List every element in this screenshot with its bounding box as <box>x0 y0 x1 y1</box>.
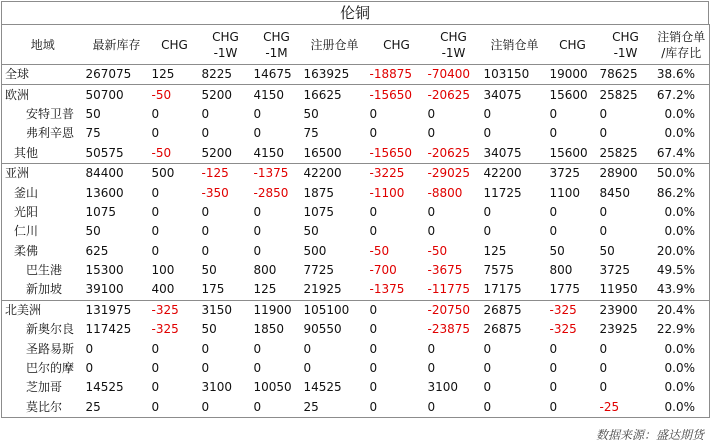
table-row <box>2 320 710 339</box>
value-cell: 125 <box>253 282 277 297</box>
value-cell: 25 <box>84 398 150 418</box>
value-cell: 0 <box>549 204 558 219</box>
value-cell: 28900 <box>598 163 654 183</box>
value-cell: 0 <box>253 361 262 376</box>
value-cell: -18875 <box>368 65 426 85</box>
ratio-cell: 0.0% <box>654 222 710 241</box>
value-cell: -8800 <box>427 185 463 200</box>
value-cell: 0 <box>482 398 548 418</box>
value-cell: 16500 <box>303 145 342 160</box>
value-cell: -15650 <box>369 145 413 160</box>
value-cell: -50 <box>151 145 172 160</box>
ratio-cell: 67.4% <box>654 144 710 164</box>
region-name-cell: 欧洲 <box>2 85 84 105</box>
value-cell: 0 <box>369 106 378 121</box>
value-cell: 50 <box>85 224 101 239</box>
value-cell: 0 <box>151 243 160 258</box>
value-cell: 0 <box>253 224 262 239</box>
value-cell: 0 <box>483 361 492 376</box>
value-cell: 50 <box>303 106 319 121</box>
value-cell: 0 <box>549 224 558 239</box>
value-cell: -700 <box>369 263 397 278</box>
region-name-cell: 巴生港 <box>2 261 84 280</box>
value-cell: 50 <box>303 224 319 239</box>
value-cell: 14525 <box>303 380 342 395</box>
value-cell: 400 <box>151 282 175 297</box>
table-row <box>2 65 710 85</box>
value-cell: 0 <box>151 224 160 239</box>
value-cell: 0 <box>599 106 608 121</box>
table-row <box>2 124 710 143</box>
value-cell: 0 <box>599 204 608 219</box>
column-header: 最新库存 <box>84 25 150 65</box>
ratio-cell: 22.9% <box>654 320 710 339</box>
table-row <box>2 280 710 300</box>
value-cell: 0 <box>483 224 492 239</box>
ratio-cell: 0.0% <box>654 339 710 358</box>
value-cell: 0 <box>483 204 492 219</box>
value-cell: 3725 <box>548 163 598 183</box>
ratio-cell: 0.0% <box>654 378 710 397</box>
value-cell: 0 <box>303 361 312 376</box>
value-cell: 0 <box>151 380 160 395</box>
region-name-cell: 全球 <box>2 65 84 85</box>
region-name-cell: 北美洲 <box>2 300 84 320</box>
value-cell: 0 <box>253 126 262 141</box>
value-cell: 50 <box>201 322 217 337</box>
value-cell: 0 <box>151 204 160 219</box>
value-cell: 21925 <box>303 282 342 297</box>
value-cell: 0 <box>85 341 94 356</box>
lme-copper-table-panel <box>1 1 709 418</box>
value-cell: -325 <box>150 300 200 320</box>
value-cell: 0 <box>549 126 558 141</box>
value-cell: 0 <box>369 204 378 219</box>
value-cell: 14525 <box>85 380 124 395</box>
ratio-cell: 20.4% <box>654 300 710 320</box>
value-cell: 0 <box>426 398 482 418</box>
ratio-cell: 86.2% <box>654 183 710 202</box>
value-cell: 0 <box>150 398 200 418</box>
value-cell: 0 <box>369 126 378 141</box>
region-name-cell: 仁川 <box>2 222 84 241</box>
ratio-cell: 20.0% <box>654 242 710 261</box>
value-cell: 0 <box>201 224 210 239</box>
value-cell: 42200 <box>302 163 368 183</box>
value-cell: 625 <box>85 243 109 258</box>
value-cell: -20625 <box>427 145 471 160</box>
value-cell: 0 <box>369 224 378 239</box>
value-cell: 1075 <box>303 204 335 219</box>
value-cell: 0 <box>201 126 210 141</box>
value-cell: 0 <box>369 322 378 337</box>
value-cell: 50 <box>599 243 615 258</box>
table-row <box>2 203 710 222</box>
value-cell: 0 <box>201 341 210 356</box>
value-cell: -3675 <box>427 263 463 278</box>
region-name-cell: 安特卫普 <box>2 105 84 124</box>
value-cell: 1850 <box>253 322 285 337</box>
value-cell: 163925 <box>302 65 368 85</box>
column-header: CHG <box>548 25 598 65</box>
table-row <box>2 378 710 397</box>
value-cell: 103150 <box>482 65 548 85</box>
column-header: 注销仓单 /库存比 <box>654 25 710 65</box>
value-cell: -50 <box>369 243 390 258</box>
value-cell: 78625 <box>598 65 654 85</box>
value-cell: 0 <box>201 361 210 376</box>
value-cell: -1375 <box>252 163 302 183</box>
value-cell: -350 <box>201 185 229 200</box>
value-cell: 0 <box>427 361 436 376</box>
value-cell: -1375 <box>369 282 405 297</box>
value-cell: 13600 <box>85 185 124 200</box>
value-cell: 26875 <box>483 322 522 337</box>
column-header: CHG -1W <box>598 25 654 65</box>
table-row <box>2 339 710 358</box>
value-cell: 0 <box>599 126 608 141</box>
region-name-cell: 釜山 <box>2 183 84 202</box>
value-cell: 500 <box>150 163 200 183</box>
value-cell: -50 <box>427 243 448 258</box>
column-header: 地域 <box>2 25 84 65</box>
value-cell: 0 <box>548 398 598 418</box>
value-cell: 0 <box>201 243 210 258</box>
value-cell: 0 <box>549 341 558 356</box>
value-cell: 14675 <box>252 65 302 85</box>
value-cell: 0 <box>549 380 558 395</box>
value-cell: 0 <box>427 106 436 121</box>
value-cell: 75 <box>85 126 101 141</box>
ratio-cell: 0.0% <box>654 203 710 222</box>
value-cell: 15300 <box>85 263 124 278</box>
value-cell: 3725 <box>599 263 631 278</box>
value-cell: -23875 <box>427 322 471 337</box>
table-row <box>2 183 710 202</box>
region-name-cell: 莫比尔 <box>2 398 84 418</box>
value-cell: 0 <box>599 380 608 395</box>
ratio-cell: 0.0% <box>654 124 710 143</box>
value-cell: 11900 <box>252 300 302 320</box>
region-name-cell: 新奥尔良 <box>2 320 84 339</box>
column-header: 注册仓单 <box>302 25 368 65</box>
value-cell: 8450 <box>599 185 631 200</box>
value-cell: -325 <box>548 300 598 320</box>
value-cell: 1775 <box>549 282 581 297</box>
value-cell: 0 <box>427 204 436 219</box>
value-cell: 25825 <box>598 85 654 105</box>
ratio-cell: 38.6% <box>654 65 710 85</box>
value-cell: 90550 <box>303 322 342 337</box>
value-cell: 25825 <box>599 145 638 160</box>
value-cell: 34075 <box>483 145 522 160</box>
value-cell: 25 <box>302 398 368 418</box>
column-header: 注销仓单 <box>482 25 548 65</box>
value-cell: 0 <box>599 224 608 239</box>
value-cell: 3150 <box>200 300 252 320</box>
table-title: 伦铜 <box>1 1 709 24</box>
value-cell: 19000 <box>548 65 598 85</box>
ratio-cell: 0.0% <box>654 105 710 124</box>
value-cell: 0 <box>483 380 492 395</box>
value-cell: 0 <box>427 126 436 141</box>
value-cell: 3100 <box>427 380 459 395</box>
value-cell: 7575 <box>483 263 515 278</box>
region-name-cell: 其他 <box>2 144 84 164</box>
value-cell: 84400 <box>84 163 150 183</box>
table-body <box>2 65 710 418</box>
value-cell: 0 <box>151 126 160 141</box>
value-cell: 39100 <box>85 282 124 297</box>
ratio-cell: 50.0% <box>654 163 710 183</box>
table-row <box>2 222 710 241</box>
value-cell: 0 <box>599 361 608 376</box>
value-cell: 15600 <box>548 85 598 105</box>
region-name-cell: 芝加哥 <box>2 378 84 397</box>
table-row <box>2 105 710 124</box>
ratio-cell: 49.5% <box>654 261 710 280</box>
value-cell: 11725 <box>483 185 522 200</box>
table-row <box>2 359 710 378</box>
value-cell: 0 <box>303 341 312 356</box>
column-header: CHG -1W <box>200 25 252 65</box>
value-cell: 0 <box>151 106 160 121</box>
value-cell: 15600 <box>549 145 588 160</box>
value-cell: 75 <box>303 126 319 141</box>
value-cell: 0 <box>253 243 262 258</box>
column-header: CHG <box>150 25 200 65</box>
value-cell: 5200 <box>201 145 233 160</box>
value-cell: 4150 <box>253 145 285 160</box>
region-name-cell: 弗利辛恩 <box>2 124 84 143</box>
value-cell: 1875 <box>303 185 335 200</box>
value-cell: 34075 <box>482 85 548 105</box>
value-cell: 125 <box>150 65 200 85</box>
data-source-note: 数据来源：盛达期货 <box>595 428 704 442</box>
value-cell: 50 <box>549 243 565 258</box>
value-cell: 10050 <box>253 380 292 395</box>
value-cell: 42200 <box>482 163 548 183</box>
ratio-cell: 0.0% <box>654 398 710 418</box>
value-cell: 0 <box>368 300 426 320</box>
value-cell: 0 <box>483 341 492 356</box>
region-name-cell: 柔佛 <box>2 242 84 261</box>
region-name-cell: 圣路易斯 <box>2 339 84 358</box>
table-header-row <box>2 25 710 65</box>
value-cell: 1075 <box>85 204 117 219</box>
value-cell: 0 <box>201 204 210 219</box>
value-cell: 23900 <box>598 300 654 320</box>
value-cell: 5200 <box>200 85 252 105</box>
inventory-table <box>1 24 710 418</box>
value-cell: 50 <box>201 263 217 278</box>
value-cell: 16625 <box>302 85 368 105</box>
value-cell: 0 <box>200 398 252 418</box>
value-cell: 0 <box>252 398 302 418</box>
value-cell: 0 <box>85 361 94 376</box>
value-cell: 0 <box>369 380 378 395</box>
value-cell: 0 <box>151 341 160 356</box>
table-row <box>2 398 710 418</box>
value-cell: 0 <box>253 106 262 121</box>
value-cell: 50 <box>85 106 101 121</box>
column-header: CHG -1W <box>426 25 482 65</box>
value-cell: 8225 <box>200 65 252 85</box>
region-name-cell: 新加坡 <box>2 280 84 300</box>
region-name-cell: 巴尔的摩 <box>2 359 84 378</box>
value-cell: 0 <box>427 224 436 239</box>
value-cell: 0 <box>483 106 492 121</box>
table-row <box>2 85 710 105</box>
value-cell: -20625 <box>426 85 482 105</box>
value-cell: -25 <box>598 398 654 418</box>
value-cell: -3225 <box>368 163 426 183</box>
value-cell: 0 <box>151 185 160 200</box>
value-cell: 0 <box>549 361 558 376</box>
value-cell: 23925 <box>599 322 638 337</box>
table-row <box>2 300 710 320</box>
value-cell: 0 <box>427 341 436 356</box>
table-row <box>2 163 710 183</box>
value-cell: 0 <box>368 398 426 418</box>
value-cell: 0 <box>483 126 492 141</box>
value-cell: 4150 <box>252 85 302 105</box>
value-cell: 17175 <box>483 282 522 297</box>
ratio-cell: 0.0% <box>654 359 710 378</box>
value-cell: 131975 <box>84 300 150 320</box>
value-cell: 100 <box>151 263 175 278</box>
value-cell: 105100 <box>302 300 368 320</box>
value-cell: -20750 <box>426 300 482 320</box>
value-cell: -325 <box>151 322 179 337</box>
column-header: CHG -1M <box>252 25 302 65</box>
value-cell: 0 <box>549 106 558 121</box>
value-cell: 0 <box>369 341 378 356</box>
value-cell: 26875 <box>482 300 548 320</box>
value-cell: 0 <box>253 204 262 219</box>
value-cell: 0 <box>369 361 378 376</box>
value-cell: 500 <box>303 243 327 258</box>
value-cell: 800 <box>549 263 573 278</box>
value-cell: 3100 <box>201 380 233 395</box>
value-cell: 267075 <box>84 65 150 85</box>
table-row <box>2 261 710 280</box>
ratio-cell: 67.2% <box>654 85 710 105</box>
value-cell: 125 <box>483 243 507 258</box>
value-cell: -15650 <box>368 85 426 105</box>
value-cell: 50700 <box>84 85 150 105</box>
value-cell: -50 <box>150 85 200 105</box>
value-cell: 0 <box>201 106 210 121</box>
value-cell: -2850 <box>253 185 289 200</box>
value-cell: -29025 <box>426 163 482 183</box>
ratio-cell: 43.9% <box>654 280 710 300</box>
table-row <box>2 144 710 164</box>
table-row <box>2 242 710 261</box>
value-cell: 117425 <box>85 322 132 337</box>
value-cell: 7725 <box>303 263 335 278</box>
value-cell: 175 <box>201 282 225 297</box>
value-cell: -125 <box>200 163 252 183</box>
column-header: CHG <box>368 25 426 65</box>
region-name-cell: 亚洲 <box>2 163 84 183</box>
value-cell: 0 <box>253 341 262 356</box>
value-cell: 1100 <box>549 185 581 200</box>
value-cell: -70400 <box>426 65 482 85</box>
value-cell: 50575 <box>85 145 124 160</box>
value-cell: 11950 <box>599 282 638 297</box>
value-cell: -11775 <box>427 282 471 297</box>
value-cell: -325 <box>549 322 577 337</box>
region-name-cell: 光阳 <box>2 203 84 222</box>
value-cell: 800 <box>253 263 277 278</box>
value-cell: 0 <box>599 341 608 356</box>
value-cell: 0 <box>151 361 160 376</box>
value-cell: -1100 <box>369 185 405 200</box>
